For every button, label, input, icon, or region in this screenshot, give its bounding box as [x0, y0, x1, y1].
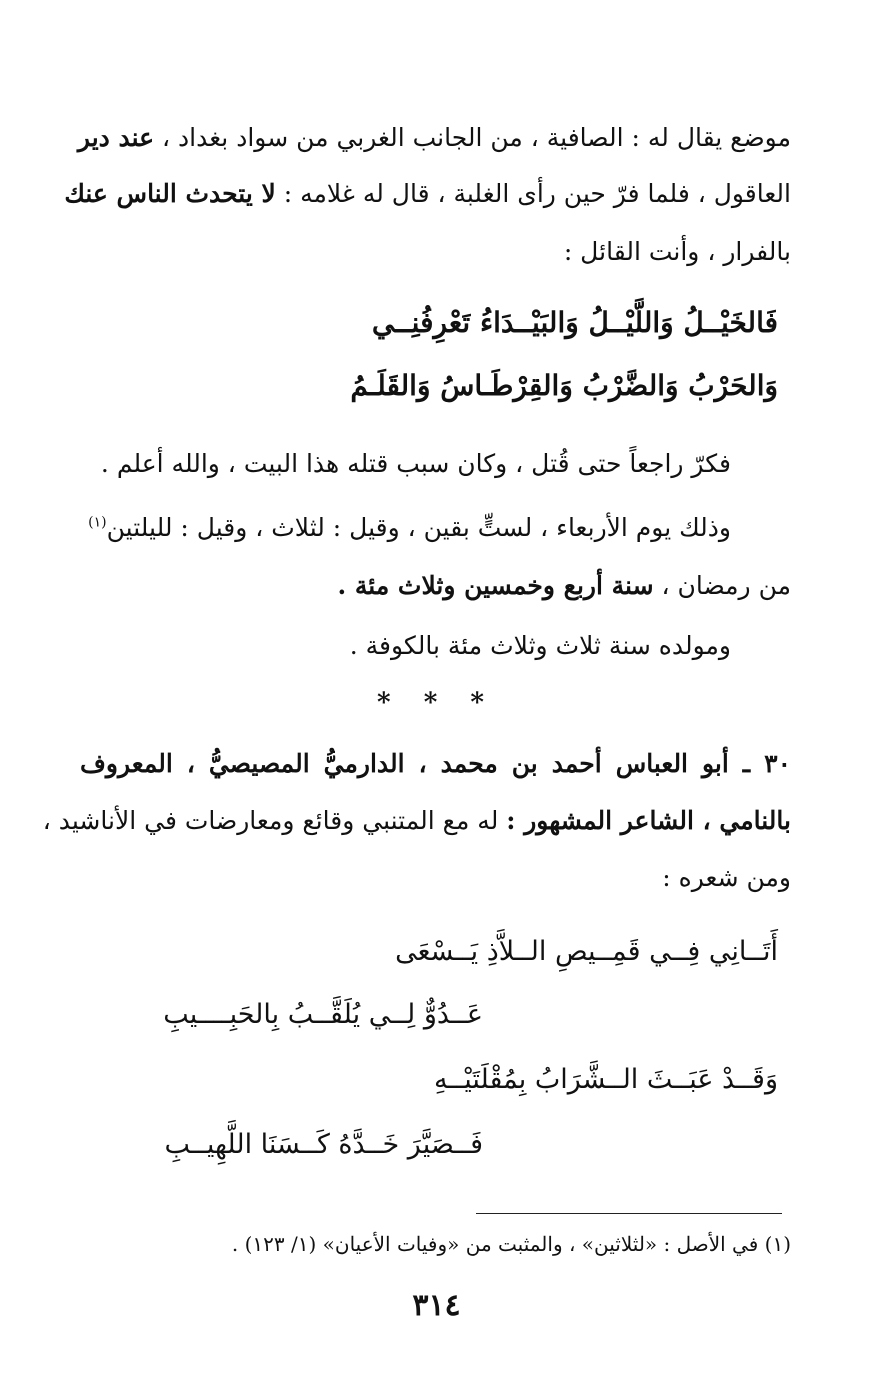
text-run-bold: سنة أربع وخمسين وثلاث مئة .	[337, 571, 654, 600]
text-run: له مع المتنبي وقائع ومعارضات في الأناشيد ،	[42, 806, 507, 835]
body-text-line	[42, 805, 791, 836]
section-separator: * * *	[377, 688, 496, 718]
verse-line: وَقَــدْ عَبَــثَ الــشَّرَابُ بِمُقْلَتَيْــهِ	[433, 1064, 778, 1095]
footnote: (١) في الأصل : «لثلاثين» ، والمثبت من «وفيات الأعيان» (١/ ١٢٣) .	[231, 1232, 791, 1256]
text-run-bold: بالنامي ، الشاعر المشهور :	[506, 806, 791, 835]
body-text-line: بالفرار ، وأنت القائل :	[563, 237, 791, 266]
verse-line: وَالحَرْبُ وَالضَّرْبُ وَالقِرْطَـاسُ وَالقَلَـمُ	[350, 369, 778, 402]
body-text-line	[80, 512, 731, 543]
verse-line: فَــصَيَّرَ خَــدَّهُ كَــسَنَا اللَّهِيــبِ	[164, 1129, 483, 1160]
body-text-line	[64, 178, 791, 209]
entry-heading-line: ٣٠ ـ أبو العباس أحمد بن محمد ، الدارميُّ المصيصيُّ ، المعروف	[80, 749, 791, 778]
body-text-line	[77, 122, 791, 153]
verse-line: أَتَــانِي فِــي قَمِــيصِ الــلاَّذِ يَــسْعَى	[395, 936, 778, 967]
text-run: وذلك يوم الأربعاء ، لستٍّ بقين ، وقيل : لثلاث ، وقيل : لليلتين	[106, 513, 731, 542]
text-run-bold: عند دير	[77, 123, 155, 152]
footnote-marker: (١)	[88, 514, 107, 531]
verse-line: فَالخَيْــلُ وَاللَّيْــلُ وَالبَيْــدَاءُ تَعْرِفُنِــي	[371, 306, 778, 339]
text-run-bold: لا يتحدث الناس عنك	[64, 179, 276, 208]
page-number: ٣١٤	[412, 1288, 461, 1323]
body-text-line: فكرّ راجعاً حتى قُتل ، وكان سبب قتله هذا البيت ، والله أعلم .	[100, 449, 731, 478]
text-run: العاقول ، فلما فرّ حين رأى الغلبة ، قال له غلامه :	[275, 179, 791, 208]
footnote-divider	[476, 1213, 782, 1214]
body-text-line	[80, 570, 791, 601]
text-run: موضع يقال له : الصافية ، من الجانب الغربي من سواد بغداد ،	[154, 123, 791, 152]
text-run: من رمضان ،	[653, 571, 791, 600]
body-text-line: ومولده سنة ثلاث وثلاث مئة بالكوفة .	[349, 631, 731, 660]
body-text-line: ومن شعره :	[662, 863, 791, 892]
verse-line: عَــدُوٌّ لِــي يُلَقَّــبُ بِالحَبِــــيبِ	[163, 999, 483, 1030]
